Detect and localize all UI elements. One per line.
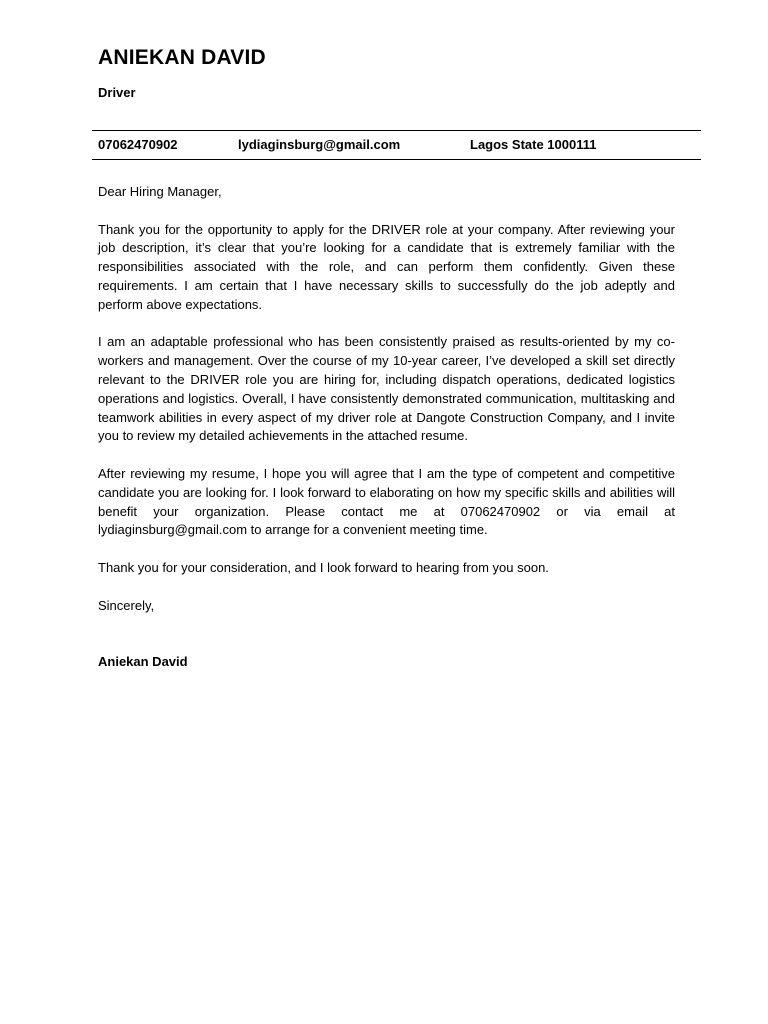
paragraph-thanks: Thank you for your consideration, and I look forward to hearing from you soon. [98, 559, 549, 575]
closing: Sincerely, [98, 597, 155, 613]
signature: Aniekan David [98, 654, 188, 670]
letter-body [98, 183, 675, 691]
contact-bar [92, 130, 701, 160]
paragraph-contact: After reviewing my resume, I hope you will agree that I am the type of competent and competitive candidate you are looking for. I look forward to elaborating on how my specific skills and abilities will benefit your organization. Please contact me at 07062470902 or via email at lydiaginsburg@gmail.com to arrange for a convenient meeting time. [98, 465, 675, 538]
salutation: Dear Hiring Manager, [98, 184, 222, 199]
applicant-name: ANIEKAN DAVID [98, 46, 266, 69]
contact-email: lydiaginsburg@gmail.com [238, 137, 401, 152]
contact-location: Lagos State 1000111 [470, 137, 597, 152]
job-title: Driver [98, 85, 136, 100]
paragraph-experience: I am an adaptable professional who has been consistently praised as results-oriented by my co-workers and management. Over the course of my 10-year career, I’ve developed a skill set directly relevant to the DRIVER role you are hiring for, including dispatch operations, dedicated logistics operations and logistics. Overall, I have consistently demonstrated communication, multitasking and teamwork abilities in every aspect of my driver role at Dangote Construction Company, and I invite you to review my detailed achievements in the attached resume. [98, 334, 675, 444]
contact-phone: 07062470902 [98, 137, 178, 152]
paragraph-intro: Thank you for the opportunity to apply for the DRIVER role at your company. After reviewing your job description, it’s clear that you’re looking for a candidate that is extremely familiar with the responsibilities associated with the role, and can perform them confidently. Given these requirements. I am certain that I have necessary skills to successfully do the job adeptly and perform above expectations. [98, 221, 675, 312]
